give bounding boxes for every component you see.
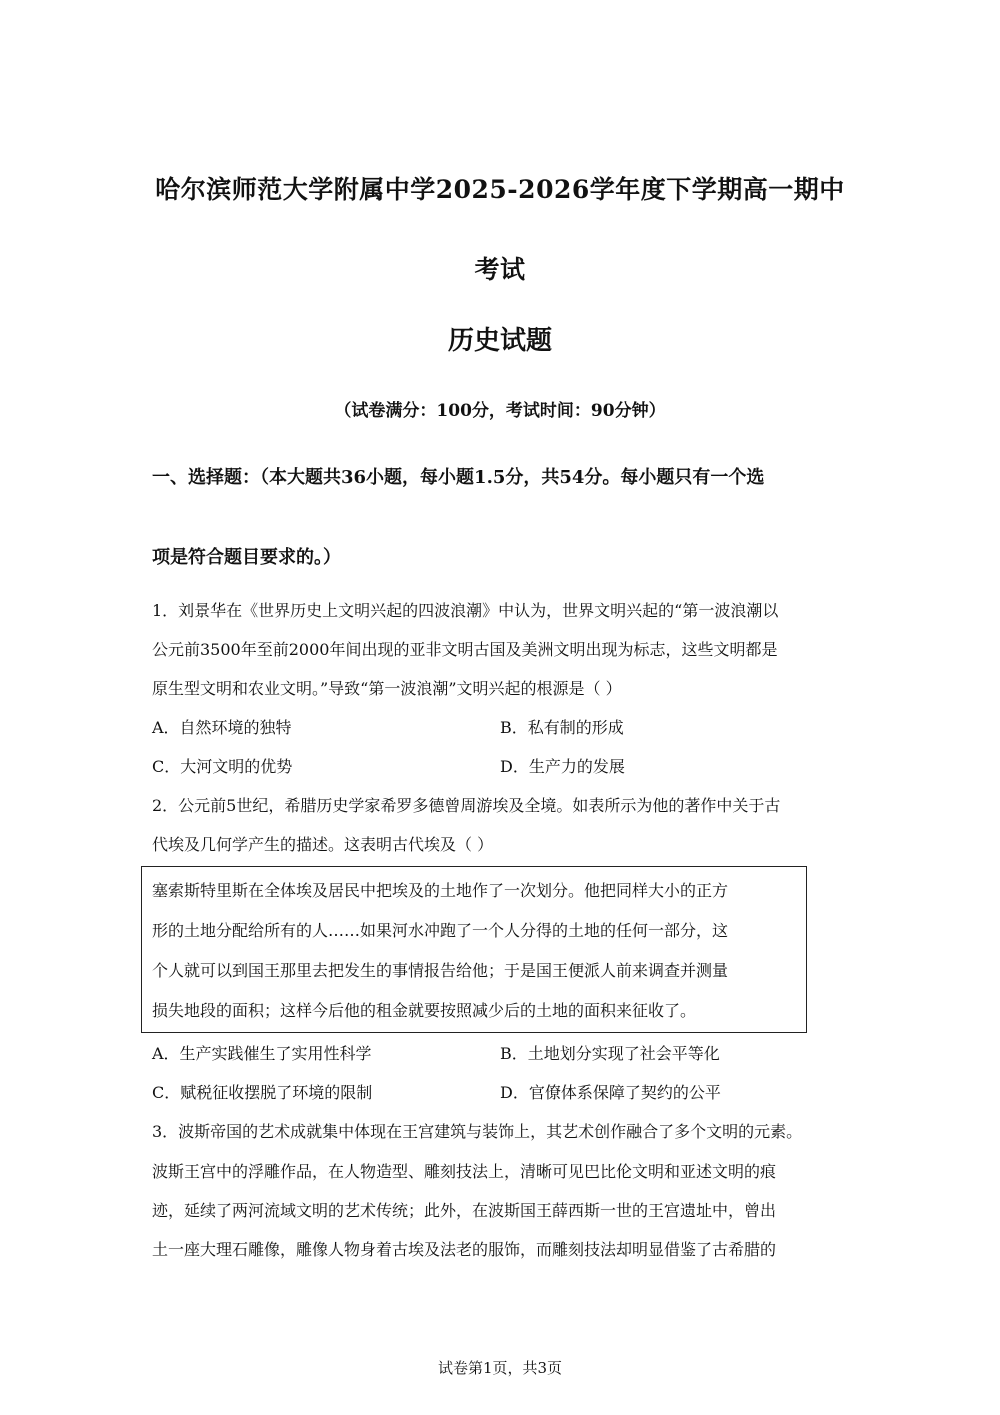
question-1-option-c: C．大河文明的优势 bbox=[152, 757, 293, 776]
subject-title: 历史试题 bbox=[447, 326, 552, 356]
source-quote-line: 形的土地分配给所有的人……如果河水冲跑了一个人分得的土地的任何一部分，这 bbox=[152, 921, 729, 940]
question-1-option-d: D．生产力的发展 bbox=[500, 757, 625, 776]
question-2-option-d: D．官僚体系保障了契约的公平 bbox=[500, 1083, 721, 1102]
question-2-option-a: A．生产实践催生了实用性科学 bbox=[152, 1044, 372, 1063]
question-2-option-b: B．土地划分实现了社会平等化 bbox=[500, 1044, 720, 1063]
page-footer: 试卷第1页，共3页 bbox=[437, 1359, 563, 1377]
question-1-line: 原生型文明和农业文明。”导致“第一波浪潮”文明兴起的根源是（ ） bbox=[152, 679, 622, 698]
exam-info: （试卷满分：100分，考试时间：90分钟） bbox=[334, 401, 666, 421]
exam-title-line1: 哈尔滨师范大学附属中学2025-2026学年度下学期高一期中 bbox=[155, 175, 845, 204]
question-1-option-b: B．私有制的形成 bbox=[500, 718, 624, 737]
question-3-line: 迹，延续了两河流域文明的艺术传统；此外，在波斯国王薛西斯一世的王宫遗址中，曾出 bbox=[152, 1201, 777, 1220]
question-1-option-a: A．自然环境的独特 bbox=[152, 718, 292, 737]
source-quote-line: 个人就可以到国王那里去把发生的事情报告给他；于是国王便派人前来调查并测量 bbox=[152, 961, 729, 980]
question-1-line: 1．刘景华在《世界历史上文明兴起的四波浪潮》中认为，世界文明兴起的“第一波浪潮以 bbox=[152, 601, 779, 620]
question-2-line: 2．公元前5世纪，希腊历史学家希罗多德曾周游埃及全境。如表所示为他的著作中关于古 bbox=[152, 796, 781, 815]
question-3-line: 波斯王宫中的浮雕作品，在人物造型、雕刻技法上，清晰可见巴比伦文明和亚述文明的痕 bbox=[152, 1162, 777, 1181]
section-heading-line1: 一、选择题：（本大题共36小题，每小题1.5分，共54分。每小题只有一个选 bbox=[152, 467, 765, 488]
question-3-line: 3．波斯帝国的艺术成就集中体现在王宫建筑与装饰上，其艺术创作融合了多个文明的元素。 bbox=[152, 1122, 803, 1141]
exam-title-line2: 考试 bbox=[474, 255, 526, 284]
source-quote-line: 塞索斯特里斯在全体埃及居民中把埃及的土地作了一次划分。他把同样大小的正方 bbox=[152, 881, 729, 900]
question-2-option-c: C．赋税征收摆脱了环境的限制 bbox=[152, 1083, 373, 1102]
source-quote-line: 损失地段的面积；这样今后他的租金就要按照减少后的土地的面积来征收了。 bbox=[152, 1001, 697, 1020]
question-3-line: 土一座大理石雕像，雕像人物身着古埃及法老的服饰，而雕刻技法却明显借鉴了古希腊的 bbox=[152, 1240, 777, 1259]
question-1-line: 公元前3500年至前2000年间出现的亚非文明古国及美洲文明出现为标志，这些文明都是 bbox=[152, 640, 778, 659]
question-2-line: 代埃及几何学产生的描述。这表明古代埃及（ ） bbox=[152, 835, 494, 854]
section-heading-line2: 项是符合题目要求的。） bbox=[152, 547, 341, 568]
